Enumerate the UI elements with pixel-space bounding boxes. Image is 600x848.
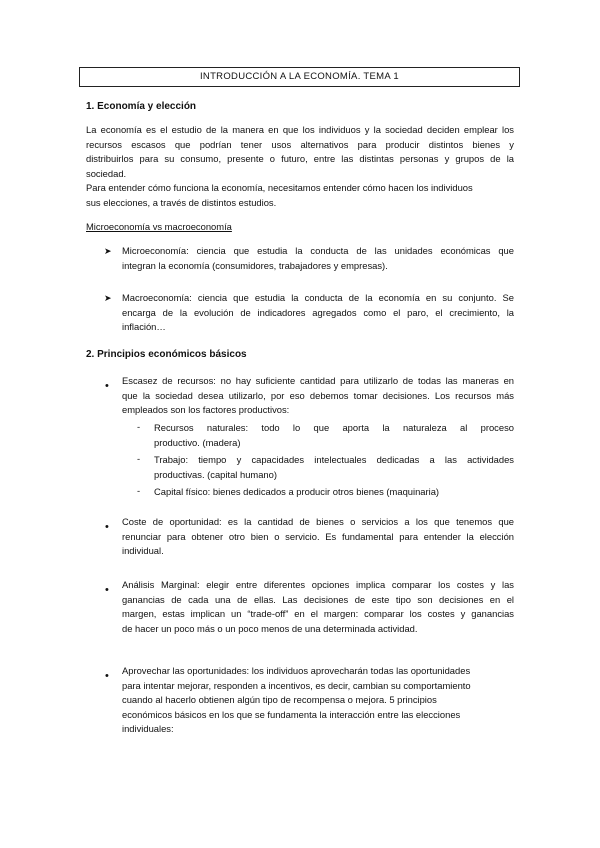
text-line: Microeconomía: ciencia que estudia la conducta de las unidades económicas que (122, 245, 514, 256)
text-line: sus elecciones, a través de distintos estudios. (86, 196, 277, 208)
text-line: económicos básicos en los que se fundamenta la interacción entre las elecciones (122, 708, 461, 720)
text-line: distribuirlos para su consumo, presente o futuro, entre las distintas personas y grupos de la (86, 153, 514, 164)
document-title: INTRODUCCIÓN A LA ECONOMÍA. TEMA 1 (79, 67, 520, 87)
text-line: Trabajo: tiempo y capacidades intelectuales dedicadas a las actividades (154, 454, 514, 465)
text-line: ganancias de cada una de ellas. Las decisiones de este tipo son decisiones en el (122, 593, 514, 605)
coste-oportunidad-item (122, 515, 514, 559)
microeconomia-item (122, 244, 514, 273)
section-1-paragraph-1 (86, 123, 514, 181)
text-line: Escasez de recursos: no hay suficiente cantidad para utilizarlo de todas las maneras en (122, 375, 514, 386)
text-line: margen, estas implican un “trade-off” en el margen: comparar los costes y ganancias (122, 608, 514, 619)
dash-bullet: - (137, 453, 141, 464)
text-line: encarga de la evolución de indicadores agregados como el paro, el crecimiento, la (122, 306, 514, 318)
text-line: Para entender cómo funciona la economía, necesitamos entender cómo hacen los individuos (86, 182, 473, 193)
dash-bullet: - (137, 421, 141, 432)
dash-bullet: - (137, 485, 141, 496)
text-line: integran la economía (consumidores, trabajadores y empresas). (122, 259, 388, 271)
text-line: La economía es el estudio de la manera en que los individuos y la sociedad deciden emplear los (86, 124, 514, 135)
text-line: individuales: (122, 723, 174, 734)
text-line: Análisis Marginal: elegir entre diferentes opciones implica comparar los costes y las (122, 579, 514, 590)
text-line: individual. (122, 545, 164, 556)
section-1-paragraph-2 (86, 181, 514, 210)
section-2-heading: 2. Principios económicos básicos (86, 349, 247, 360)
bullet-icon: • (105, 584, 109, 596)
text-line: cuando al hacerlo obtienen algún tipo de recompensa o mejora. 5 principios (122, 694, 437, 705)
factor-item (154, 485, 514, 500)
text-line: que la sociedad desea utilizarlo, por eso debemos tomar decisiones. Los recursos más (122, 389, 514, 401)
macroeconomia-item (122, 291, 514, 335)
text-line: productivas. (capital humano) (154, 468, 277, 480)
section-1-heading: 1. Economía y elección (86, 101, 197, 112)
factor-item (154, 453, 514, 482)
text-line: renunciar para obtener otro bien o servicio. Es fundamental para entender la elección (122, 530, 514, 542)
text-line: recursos escasos que podrían tener usos alternativos para producir distintos bienes y (86, 138, 514, 150)
text-line: Capital físico: bienes dedicados a producir otros bienes (maquinaria) (154, 486, 440, 497)
bullet-icon: • (105, 521, 109, 533)
text-line: Coste de oportunidad: es la cantidad de bienes o servicios a los que tenemos que (122, 516, 514, 527)
bullet-icon: • (105, 670, 109, 682)
aprovechar-oportunidades-item (122, 664, 514, 737)
arrow-bullet-icon: ➤ (104, 293, 112, 303)
text-line: sociedad. (86, 167, 127, 179)
text-line: para intentar mejorar, responden a incentivos, es decir, cambian su comportamiento (122, 679, 471, 691)
arrow-bullet-icon: ➤ (104, 246, 112, 256)
text-line: Macroeconomía: ciencia que estudia la conducta de la economía en su conjunto. Se (122, 292, 514, 303)
text-line: empleados son los factores productivos: (122, 404, 290, 415)
text-line: de hacer un poco más o un poco menos de una determinada actividad. (122, 622, 418, 634)
escasez-item (122, 374, 514, 418)
text-line: Aprovechar las oportunidades: los individuos aprovecharán todas las oportunidades (122, 665, 471, 676)
text-line: inflación… (122, 321, 166, 332)
bullet-icon: • (105, 380, 109, 392)
micro-macro-subheading: Microeconomía vs macroeconomía (86, 221, 232, 232)
analisis-marginal-item (122, 578, 514, 636)
text-line: Recursos naturales: todo lo que aporta la naturaleza al proceso (154, 422, 514, 433)
factor-item (154, 421, 514, 450)
text-line: productivo. (madera) (154, 436, 241, 448)
